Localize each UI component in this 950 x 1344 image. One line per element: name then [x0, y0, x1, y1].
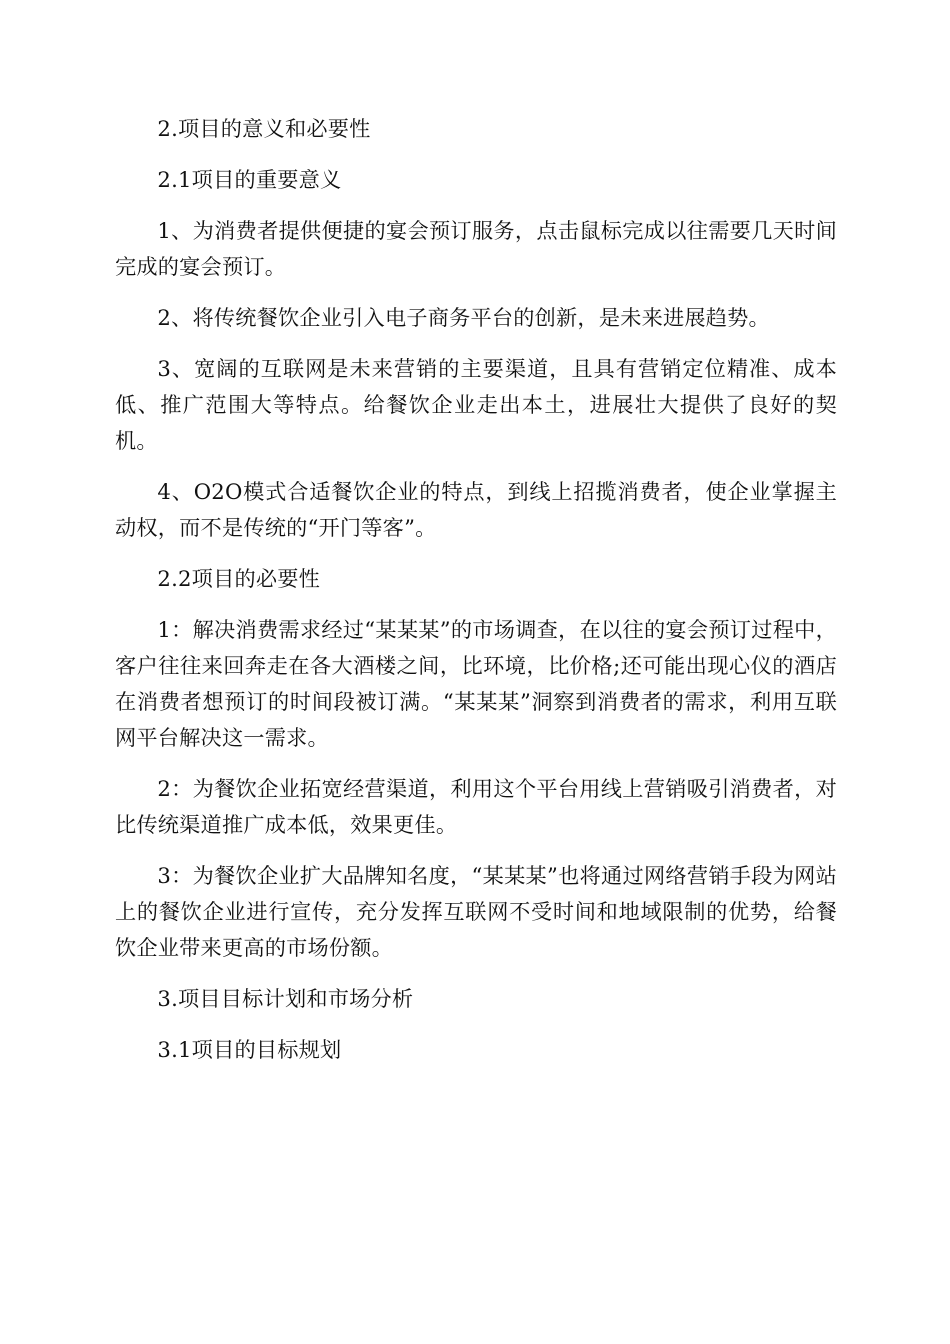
subsection-heading-3-1: 3.1项目的目标规划 [157, 1037, 342, 1062]
paragraph-2-1-item-3: 3、宽阔的互联网是未来营销的主要渠道，且具有营销定位精准、成本低、推广范围大等特点。给餐饮企业走出本土，进展壮大提供了良好的契机。 [115, 356, 837, 453]
section-heading-3: 3.项目目标计划和市场分析 [157, 986, 414, 1011]
paragraph-2-1-item-1: 1、为消费者提供便捷的宴会预订服务，点击鼠标完成以往需要几天时间完成的宴会预订。 [115, 218, 837, 279]
subsection-heading-2-2: 2.2项目的必要性 [157, 566, 321, 591]
section-heading-2: 2.项目的意义和必要性 [157, 116, 371, 141]
paragraph-2-1-item-4: 4、O2O模式合适餐饮企业的特点，到线上招揽消费者，使企业掌握主动权，而不是传统的“开门等客”。 [115, 479, 837, 540]
paragraph-2-2-item-1: 1：解决消费需求经过“某某某”的市场调查，在以往的宴会预订过程中，客户往往来回奔走在各大酒楼之间，比环境，比价格;还可能出现心仪的酒店在消费者想预订的时间段被订满。“某某某”洞察到消费者的需求，利用互联网平台解决这一需求。 [115, 617, 837, 750]
document-page [115, 111, 837, 1083]
paragraph-2-2-item-3: 3：为餐饮企业扩大品牌知名度，“某某某”也将通过网络营销手段为网站上的餐饮企业进行宣传，充分发挥互联网不受时间和地域限制的优势，给餐饮企业带来更高的市场份额。 [115, 863, 837, 960]
paragraph-2-1-item-2: 2、将传统餐饮企业引入电子商务平台的创新，是未来进展趋势。 [157, 305, 770, 330]
subsection-heading-2-1: 2.1项目的重要意义 [157, 167, 342, 192]
paragraph-2-2-item-2: 2：为餐饮企业拓宽经营渠道，利用这个平台用线上营销吸引消费者，对比传统渠道推广成本低，效果更佳。 [115, 776, 837, 837]
